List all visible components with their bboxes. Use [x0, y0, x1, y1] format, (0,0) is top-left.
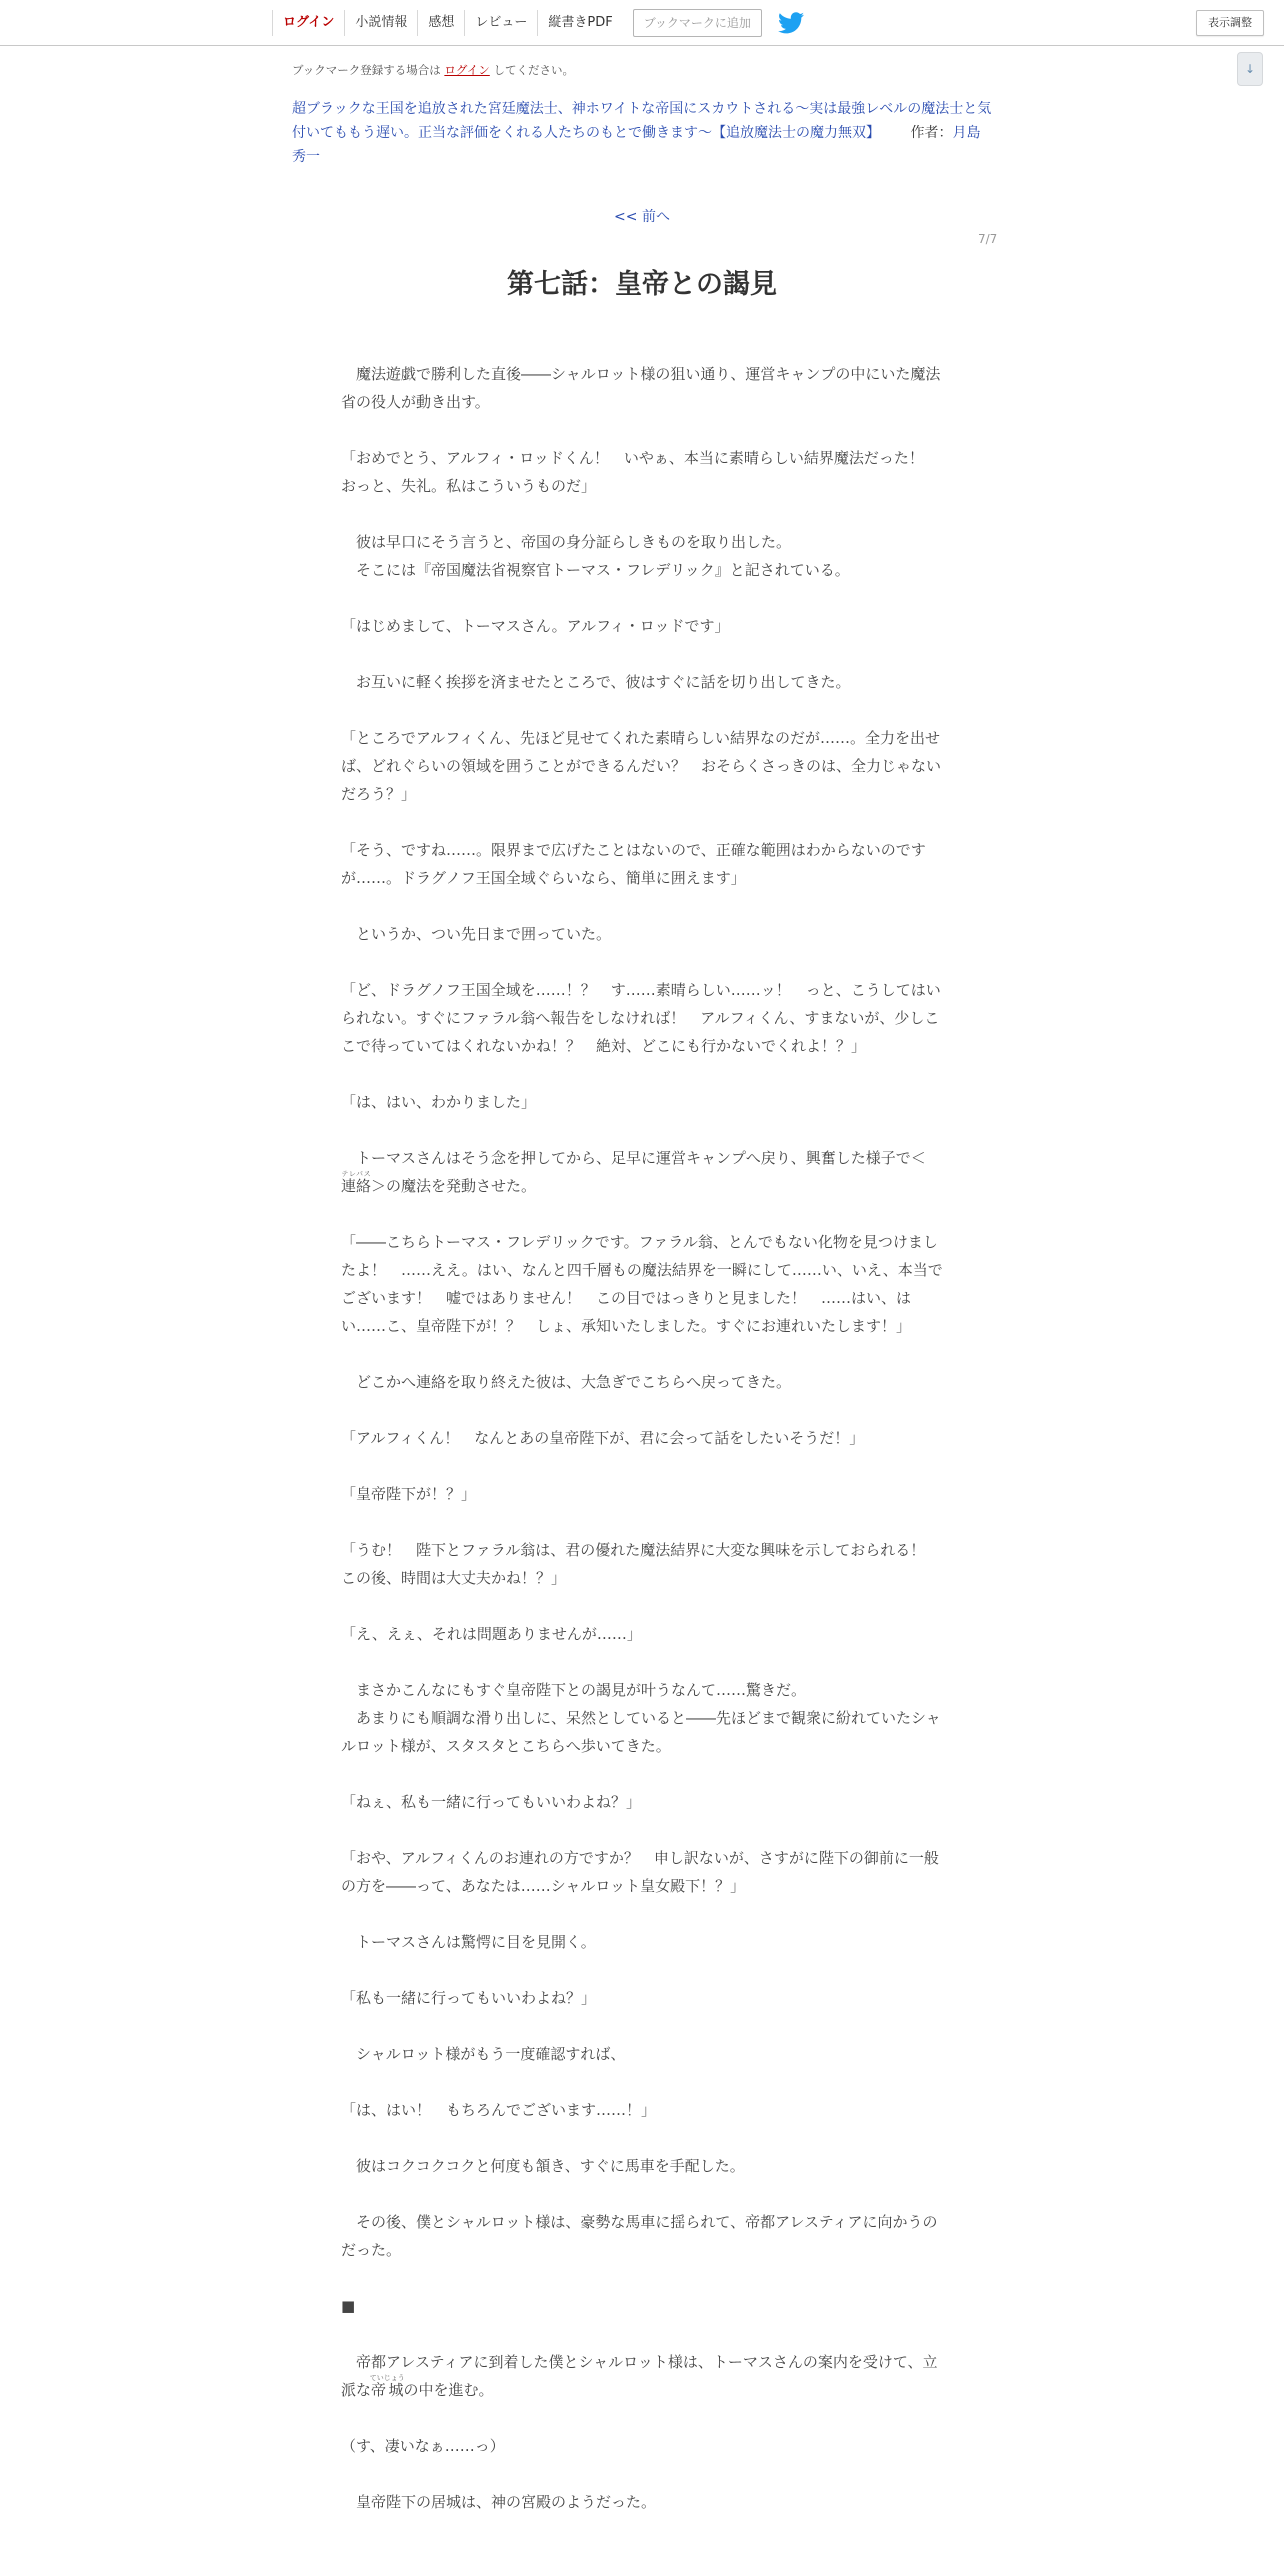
blank-line — [341, 696, 943, 724]
paragraph-text: 帝都アレスティアに到着した僕とシャルロット様は、トーマスさんの案内を受けて、立派な — [341, 2353, 938, 2399]
bookmark-note-login-link[interactable]: ログイン — [444, 63, 490, 77]
novel-paragraph: 「ねぇ、私も一緒に行ってもいいわよね？」 — [341, 1793, 642, 1811]
novel-paragraph: ■ — [341, 2297, 356, 2315]
nav-review-link[interactable]: レビュー — [464, 10, 537, 36]
blank-line — [341, 892, 943, 920]
ruby-annotation — [341, 1170, 372, 1195]
novel-paragraph: 「――こちらトーマス・フレデリックです。ファラル翁、とんでもない化物を見つけましたよ！ ……ええ。はい、なんと四千層もの魔法結界を一瞬にして……い、いえ、本当でございます！ 嘘ではありません！ この目ではっきりと見ました！ ……はい、はい……こ、皇帝陛下が！？ しょ、承知いたしました。すぐにお連れいたします！」 — [341, 1233, 943, 1335]
add-bookmark-button[interactable]: ブックマークに追加 — [633, 9, 762, 37]
page-number: 7/7 — [978, 232, 998, 246]
novel-paragraph: 「ど、ドラグノフ王国全域を……！？ す……素晴らしい……ッ！ っと、こうしてはいられない。すぐにファラル翁へ報告をしなければ！ アルフィくん、すまないが、少しここで待っていてはくれないかね！？ 絶対、どこにも行かないでくれよ！？」 — [341, 981, 941, 1055]
blank-line — [341, 1648, 943, 1676]
ruby-base: 連絡 — [341, 1177, 372, 1195]
bookmark-note-prefix: ブックマーク登録する場合は — [292, 63, 441, 77]
novel-paragraph: 彼は早口にそう言うと、帝国の身分証らしきものを取り出した。 そこには『帝国魔法省視察官トーマス・フレデリック』と記されている。 — [356, 533, 850, 579]
author-label: 作者： — [910, 125, 953, 141]
ruby-base: 帝城 — [369, 2381, 405, 2399]
novel-paragraph: 「うむ！ 陛下とファラル翁は、君の優れた魔法結界に大変な興味を示しておられる！ この後、時間は大丈夫かね！？」 — [341, 1541, 941, 1587]
blank-line — [341, 416, 943, 444]
paragraph-text: ＞の魔法を発動させた。 — [371, 1177, 537, 1195]
author-link[interactable]: 月島 秀一 — [292, 125, 981, 165]
novel-paragraph: シャルロット様がもう一度確認すれば、 — [341, 2045, 626, 2063]
nav-novel-info-link[interactable]: 小説情報 — [344, 10, 417, 36]
blank-line — [341, 1452, 943, 1480]
novel-paragraph: 「そう、ですね……。限界まで広げたことはないので、正確な範囲はわからないのですが……。ドラグノフ王国全域ぐらいなら、簡単に囲えます」 — [341, 841, 926, 887]
blank-line — [341, 1340, 943, 1368]
blank-line — [341, 2460, 943, 2488]
blank-line — [341, 500, 943, 528]
paragraph-text: の中を進む。 — [403, 2381, 494, 2399]
blank-line — [341, 808, 943, 836]
bookmark-login-note — [292, 62, 574, 78]
ruby-reading: テレパス — [341, 1170, 372, 1178]
novel-paragraph: お互いに軽く挨拶を済ませたところで、彼はすぐに話を切り出してきた。 — [341, 673, 851, 691]
novel-paragraph: 「は、はい、わかりました」 — [341, 1093, 537, 1111]
blank-line — [341, 584, 943, 612]
ruby-reading: ていじょう — [369, 2374, 405, 2382]
bookmark-note-suffix: してください。 — [493, 63, 574, 77]
blank-line — [341, 1592, 943, 1620]
blank-line — [341, 1508, 943, 1536]
novel-paragraph: 「皇帝陛下が！？」 — [341, 1485, 477, 1503]
prev-chapter-link[interactable]: << 前へ — [614, 209, 670, 225]
novel-paragraph: 「おや、アルフィくんのお連れの方ですか？ 申し訳ないが、さすがに陛下の御前に一般の方を――って、あなたは……シャルロット皇女殿下！？」 — [341, 1849, 939, 1895]
novel-paragraph: 彼はコクコクコクと何度も頷き、すぐに馬車を手配した。 — [341, 2157, 745, 2175]
novel-paragraph: 「ところでアルフィくん、先ほど見せてくれた素晴らしい結界なのだが……。全力を出せば、どれぐらいの領域を囲うことができるんだい？ おそらくさっきのは、全力じゃないだろう？」 — [341, 729, 942, 803]
novel-paragraph: 「はじめまして、トーマスさん。アルフィ・ロッドです」 — [341, 617, 730, 635]
blank-line — [341, 948, 943, 976]
top-navigation-bar — [0, 0, 1284, 46]
blank-line — [341, 1396, 943, 1424]
novel-paragraph — [341, 1144, 943, 1200]
novel-paragraph: 「私も一緒に行ってもいいわよね？」 — [341, 1989, 597, 2007]
novel-paragraph: トーマスさんは驚愕に目を見開く。 — [341, 1933, 596, 1951]
blank-line — [341, 2264, 943, 2292]
paragraph-text: トーマスさんはそう念を押してから、足早に運営キャンプへ戻り、興奮した様子で＜ — [341, 1149, 926, 1167]
blank-line — [341, 1956, 943, 1984]
novel-paragraph: どこかへ連絡を取り終えた彼は、大急ぎでこちらへ戻ってきた。 — [341, 1373, 792, 1391]
nav-login-link[interactable]: ログイン — [272, 10, 344, 36]
novel-paragraph: 「は、はい！ もちろんでございます……！」 — [341, 2101, 657, 2119]
blank-line — [341, 1900, 943, 1928]
chapter-title: 第七話：皇帝との謁見 — [507, 269, 777, 300]
scroll-down-button[interactable]: ↓ — [1237, 52, 1263, 86]
main-nav — [272, 8, 804, 38]
novel-paragraph: 「おめでとう、アルフィ・ロッドくん！ いやぁ、本当に素晴らしい結界魔法だった！ おっと、失礼。私はこういうものだ」 — [341, 449, 939, 495]
blank-line — [341, 2124, 943, 2152]
ruby-annotation — [369, 2374, 405, 2399]
novel-paragraph: まさかこんなにもすぐ皇帝陛下との謁見が叶うなんて……驚きだ。 あまりにも順調な滑り出しに、呆然としていると――先ほどまで観衆に紛れていたシャルロット様が、スタスタとこちらへ歩いてきた。 — [341, 1681, 941, 1755]
novel-body-text — [341, 360, 943, 2516]
novel-paragraph: （す、凄いなぁ……っ） — [341, 2437, 505, 2455]
novel-paragraph: というか、つい先日まで囲っていた。 — [341, 925, 612, 943]
novel-paragraph — [341, 2348, 943, 2404]
novel-paragraph: 皇帝陛下の居城は、神の宮殿のようだった。 — [341, 2493, 657, 2511]
blank-line — [341, 640, 943, 668]
blank-line — [341, 2068, 943, 2096]
blank-line — [341, 2012, 943, 2040]
novel-paragraph: 「え、えぇ、それは問題ありませんが……」 — [341, 1625, 642, 1643]
novel-title-link[interactable]: 超ブラックな王国を追放された宮廷魔法士、神ホワイトな帝国にスカウトされる～実は最強レベルの魔法士と気付いてももう遅い。正当な評価をくれる人たちのもとで働きます～【追放魔法士の魔力無双】 — [292, 101, 992, 141]
display-settings-button[interactable]: 表示調整 — [1196, 10, 1264, 36]
blank-line — [341, 2320, 943, 2348]
novel-paragraph: その後、僕とシャルロット様は、豪勢な馬車に揺られて、帝都アレスティアに向かうのだった。 — [341, 2213, 938, 2259]
novel-paragraph: 魔法遊戯で勝利した直後――シャルロット様の狙い通り、運営キャンプの中にいた魔法省の役人が動き出す。 — [341, 365, 941, 411]
nav-impressions-link[interactable]: 感想 — [417, 10, 464, 36]
novel-title-block — [292, 97, 994, 169]
blank-line — [341, 1060, 943, 1088]
blank-line — [341, 1116, 943, 1144]
blank-line — [341, 2404, 943, 2432]
nav-vertical-pdf-link[interactable]: 縦書きPDF — [537, 10, 622, 36]
blank-line — [341, 1816, 943, 1844]
twitter-icon[interactable] — [778, 12, 804, 34]
blank-line — [341, 2180, 943, 2208]
novel-paragraph: 「アルフィくん！ なんとあの皇帝陛下が、君に会って話をしたいそうだ！」 — [341, 1429, 865, 1447]
blank-line — [341, 1200, 943, 1228]
blank-line — [341, 1760, 943, 1788]
